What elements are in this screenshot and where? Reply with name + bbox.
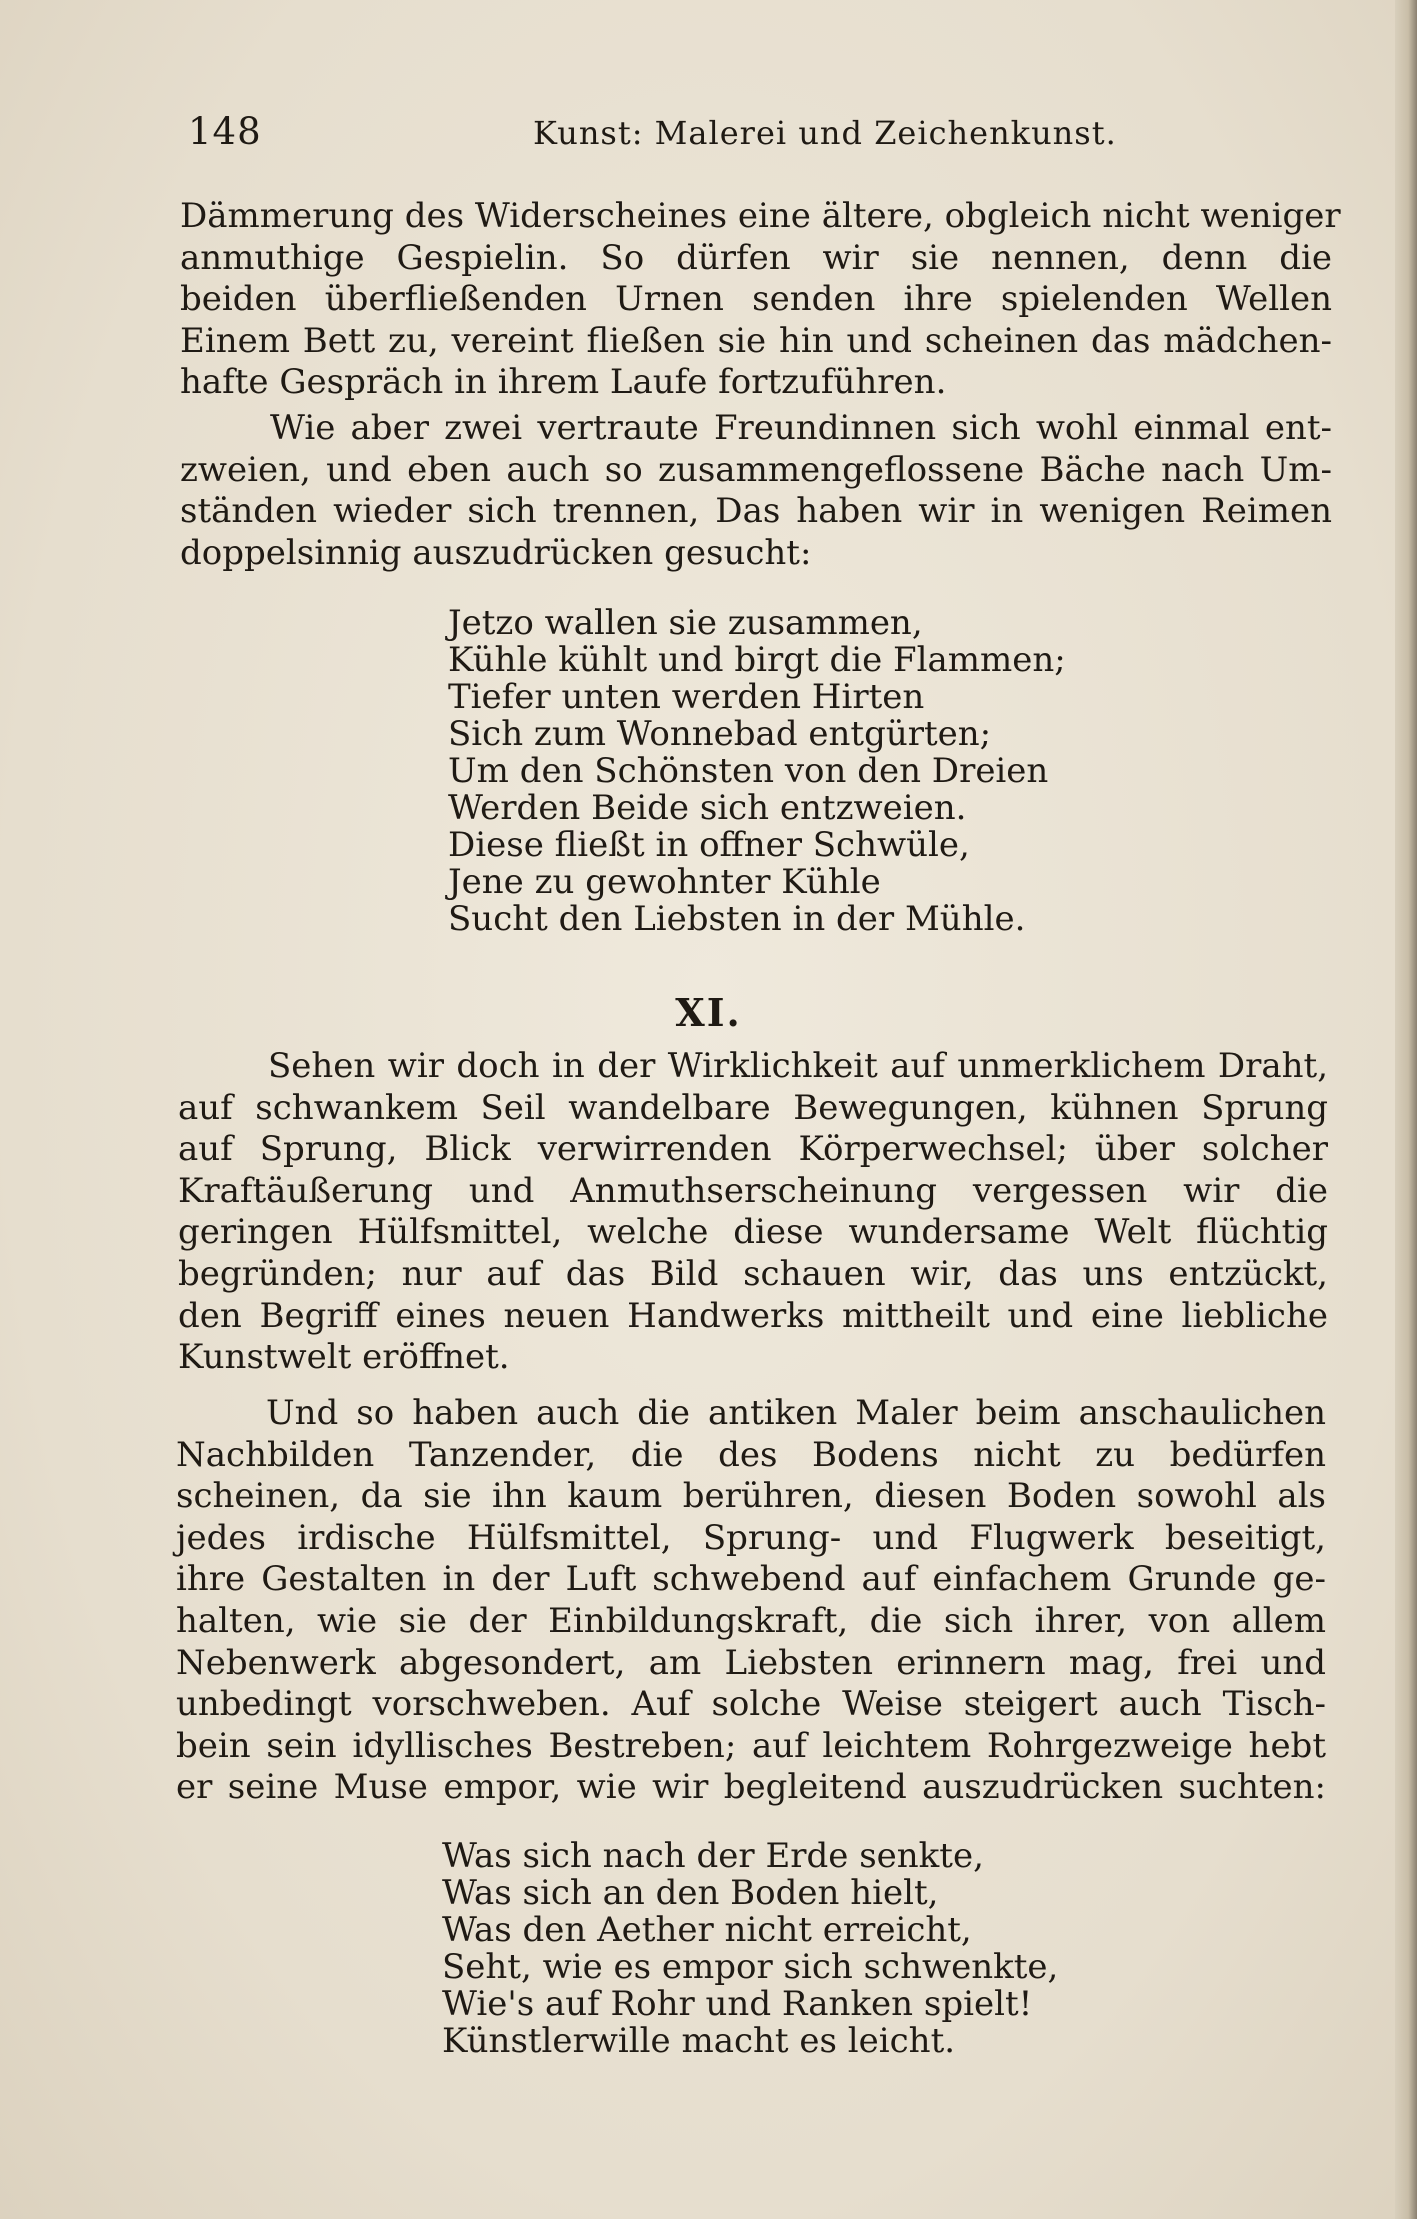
text-line: er seine Muse empor, wie wir begleitend auszudrücken suchten: [176,1767,1326,1808]
paragraph-1 [180,196,1341,404]
text-line: zweien, und eben auch so zusammengeflossene Bäche nach Um- [180,449,1332,490]
verse-line: Kühle kühlt und birgt die Flammen; [448,640,1066,680]
page-number: 148 [188,110,262,153]
verse-line: Diese fließt in offner Schwüle, [448,825,970,865]
paragraph-1-text [180,196,1341,404]
verse-line: Seht, wie es empor sich schwenkte, [442,1947,1059,1987]
running-head: Kunst: Malerei und Zeichenkunst. [533,114,1117,152]
paragraph-3-text [178,1046,1328,1379]
text-line: Und so haben auch die antiken Maler beim anschaulichen [266,1393,1326,1433]
paragraph-4 [176,1393,1326,1809]
verse-1 [448,605,1066,938]
verse-line: Sucht den Liebsten in der Mühle. [448,899,1026,939]
verse-line: Werden Beide sich entzweien. [448,788,967,828]
text-line: ihre Gestalten in der Luft schwebend auf einfachem Grunde ge- [176,1559,1326,1600]
verse-line: Wie's auf Rohr und Ranken spielt! [442,1984,1033,2024]
verse-line: Sich zum Wonnebad entgürten; [448,714,992,754]
text-line: anmuthige Gespielin. So dürfen wir sie nennen, denn die [180,237,1332,278]
page-header [188,110,1338,160]
verse-line: Um den Schönsten von den Dreien [448,751,1049,791]
text-line: Kraftäußerung und Anmuthserscheinung vergessen wir die [178,1170,1328,1211]
paragraph-3 [178,1046,1328,1379]
text-line: beiden überfließenden Urnen senden ihre spielenden Wellen [180,279,1332,320]
paragraph-2-text [180,408,1332,574]
text-line: unbedingt vorschweben. Auf solche Weise steigert auch Tisch- [176,1684,1326,1725]
text-line: begründen; nur auf das Bild schauen wir, das uns entzückt, [178,1253,1328,1294]
text-line: doppelsinnig auszudrücken gesucht: [180,532,812,573]
text-line: Wie aber zwei vertraute Freundinnen sich wohl einmal ent- [270,408,1332,448]
text-line: ständen wieder sich trennen, Das haben wir in wenigen Reimen [180,491,1332,532]
text-line: Sehen wir doch in der Wirklichkeit auf unmerklichem Draht, [268,1046,1328,1086]
verse-line: Tiefer unten werden Hirten [448,677,925,717]
verse-2 [442,1838,1058,2060]
verse-line: Was sich an den Boden hielt, [442,1873,939,1913]
text-line: hafte Gespräch in ihrem Laufe fortzuführen. [180,362,947,403]
verse-line: Was sich nach der Erde senkte, [442,1836,984,1876]
text-line: auf Sprung, Blick verwirrenden Körperwechsel; über solcher [178,1129,1328,1170]
text-line: Dämmerung des Widerscheines eine ältere, obgleich nicht weniger [180,196,1341,236]
verse-line: Künstlerwille macht es leicht. [442,2021,956,2061]
text-line: bein sein idyllisches Bestreben; auf leichtem Rohrgezweige hebt [176,1725,1326,1766]
verse-line: Was den Aether nicht erreicht, [442,1910,972,1950]
text-line: Nebenwerk abgesondert, am Liebsten erinnern mag, frei und [176,1642,1326,1683]
verse-line: Jene zu gewohnter Kühle [448,862,881,902]
text-line: Nachbilden Tanzender, die des Bodens nicht zu bedürfen [176,1434,1326,1475]
section-heading: XI. [675,990,742,1035]
text-line: Kunstwelt eröffnet. [178,1337,510,1378]
paragraph-2 [180,408,1332,574]
text-line: jedes irdische Hülfsmittel, Sprung- und Flugwerk beseitigt, [176,1517,1326,1558]
text-line: halten, wie sie der Einbildungskraft, die sich ihrer, von allem [176,1600,1326,1641]
verse-line: Jetzo wallen sie zusammen, [448,603,923,643]
text-line: den Begriff eines neuen Handwerks mittheilt und eine liebliche [178,1295,1328,1336]
text-line: Einem Bett zu, vereint fließen sie hin und scheinen das mädchen- [180,320,1332,361]
paragraph-4-text [176,1393,1326,1809]
text-line: auf schwankem Seil wandelbare Bewegungen, kühnen Sprung [178,1087,1328,1128]
text-line: geringen Hülfsmittel, welche diese wundersame Welt flüchtig [178,1212,1328,1253]
text-line: scheinen, da sie ihn kaum berühren, diesen Boden sowohl als [176,1476,1326,1517]
